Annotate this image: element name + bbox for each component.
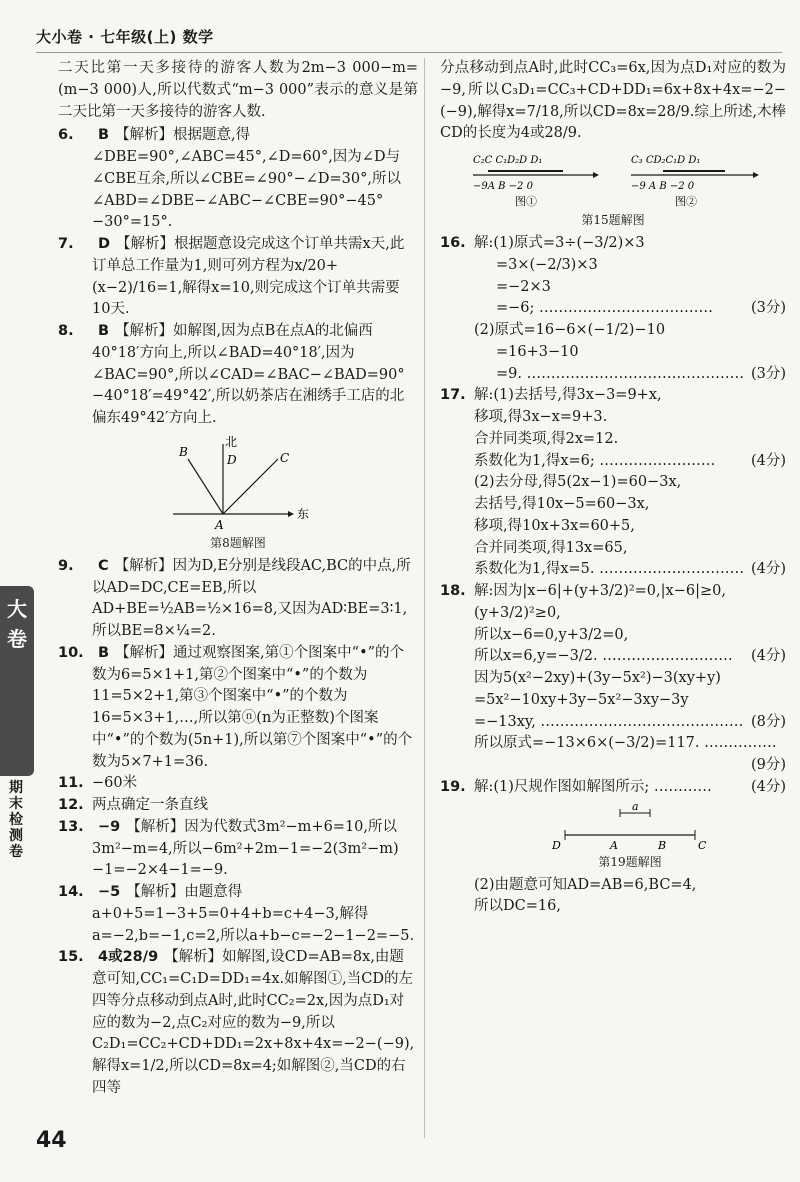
question-16 xyxy=(440,233,786,385)
q11-number: 11. xyxy=(58,775,84,792)
q17-line-7: 移项,得10x+3x=60+5, xyxy=(474,517,635,534)
q18-line-4: 因为5(x²−2xy)+(3y−5x²)−3(xy+y) xyxy=(474,670,721,686)
q8-answer: B xyxy=(98,323,110,339)
question-12 xyxy=(58,795,418,817)
q16-line-2: =3×(−2/3)×3 xyxy=(496,256,598,273)
figure-19-diagram xyxy=(550,803,710,853)
q17-score-2: (4分) xyxy=(750,561,786,578)
q17-score-1: (4分) xyxy=(750,452,786,469)
question-6 xyxy=(58,125,418,234)
q9-text: 【解析】因为D,E分别是线段AC,BC的中点,所以AD=DC,CE=EB,所以AD+BE=½AB=½×16=8,又因为AD∶BE=3∶1,所以BE=8×¼=2. xyxy=(92,557,411,639)
q8-number: 8. xyxy=(58,323,74,339)
question-18 xyxy=(440,581,786,777)
q6-text: 【解析】根据题意,得∠DBE=90°,∠ABC=45°,∠D=60°,因为∠D与∠CBE互余,所以∠CBE=∠90°−∠D=30°,所以∠ABD=∠DBE−∠ABC−∠CBE=90°−45°−30°=15°. xyxy=(92,127,401,231)
fig19-C: C xyxy=(698,838,707,852)
question-8 xyxy=(58,321,418,430)
q14-answer: −5 xyxy=(98,884,121,900)
fig19-A: A xyxy=(610,838,618,852)
question-7 xyxy=(58,234,418,321)
side-label: 期末检测卷 xyxy=(9,780,23,860)
question-13 xyxy=(58,817,418,882)
q15-number: 15. xyxy=(58,949,84,966)
fig15-sub2: 图② xyxy=(675,195,697,208)
q7-number: 7. xyxy=(58,236,74,252)
intro-paragraph: 二天比第一天多接待的游客人数为2m−3 000−m=(m−3 000)人,所以代数式“m−3 000”表示的意义是第二天比第一天多接待的游客人数. xyxy=(58,60,418,120)
q18-line-5: =5x²−10xy+3y−5x²−3xy−3y xyxy=(474,691,689,708)
q18-score-2: (8分) xyxy=(750,713,786,730)
question-15 xyxy=(58,947,418,1099)
fig15-labels1-top: C₂C C₁D₂D D₁ xyxy=(473,155,543,166)
header-rule xyxy=(36,52,782,53)
q10-text: 【解析】通过观察图案,第①个图案中“•”的个数为6=5×1+1,第②个图案中“•”的个数为11=5×2+1,第③个图案中“•”的个数为16=5×3+1,…,所以第ⓝ(n为正整数)个图案中“•”的个数为(5n+1),所以第⑦个图案中“•”的个数为5×7+1=36. xyxy=(92,644,413,770)
question-14 xyxy=(58,882,418,947)
q17-number: 17. xyxy=(440,387,466,404)
figure-15-diagram xyxy=(463,149,763,211)
q19-number: 19. xyxy=(440,778,466,795)
q18-score-3: (9分) xyxy=(750,757,786,773)
fig15-sub1: 图① xyxy=(515,195,537,208)
fig19-B: B xyxy=(658,838,667,852)
q10-number: 10. xyxy=(58,644,84,661)
question-10 xyxy=(58,643,418,774)
side-tab xyxy=(0,586,34,776)
fig15-labels1-bot: −9A B −2 0 xyxy=(473,181,533,192)
q19-score-1: (4分) xyxy=(750,778,786,795)
figure-8-caption: 第8题解图 xyxy=(210,535,266,550)
fig8-A: A xyxy=(215,517,224,532)
figure-19-caption: 第19题解图 xyxy=(598,854,662,869)
q17-line-1: 解:(1)去括号,得3x−3=9+x, xyxy=(474,387,662,404)
q16-score-2: (3分) xyxy=(750,365,786,382)
page-number: 44 xyxy=(36,1128,67,1153)
figure-15 xyxy=(440,149,786,229)
q6-answer: B xyxy=(98,127,110,144)
side-tab-char-2: 卷 xyxy=(7,627,27,651)
figure-15-caption: 第15题解图 xyxy=(581,213,645,227)
q17-line-2: 移项,得3x−x=9+3. xyxy=(474,409,608,425)
fig8-B: B xyxy=(179,444,188,459)
q16-line-1: 解:(1)原式=3÷(−3/2)×3 xyxy=(474,235,645,251)
q18-score-1: (4分) xyxy=(750,648,786,665)
q18-line-7: 所以原式=−13×6×(−3/2)=117. …………… xyxy=(474,735,777,752)
fig8-C: C xyxy=(280,450,290,465)
question-9 xyxy=(58,556,418,643)
q16-number: 16. xyxy=(440,235,466,251)
q18-line-1: 解:因为|x−6|+(y+3/2)²=0,|x−6|≥0,(y+3/2)²≥0, xyxy=(474,583,726,621)
q13-text: 【解析】因为代数式3m²−m+6=10,所以3m²−m=4,所以−6m²+2m−1=−2(3m²−m)−1=−2×4−1=−9. xyxy=(92,818,399,879)
q8-text: 【解析】如解图,因为点B在点A的北偏西40°18′方向上,所以∠BAD=40°18′,因为∠BAC=90°,所以∠CAD=∠BAC−∠BAD=90°−40°18′=49°42′,所以奶茶店在湘绣手工店的北偏东49°42′方向上. xyxy=(92,323,405,426)
question-17 xyxy=(440,385,786,581)
q14-number: 14. xyxy=(58,884,84,900)
figure-8 xyxy=(58,434,418,552)
fig8-D: D xyxy=(227,452,237,467)
q9-number: 9. xyxy=(58,557,74,574)
q9-answer: C xyxy=(98,557,109,574)
q16-line-5: (2)原式=16−6×(−1/2)−10 xyxy=(474,322,666,338)
q16-score-1: (3分) xyxy=(750,300,786,317)
fig8-east: 东 xyxy=(297,506,310,521)
q12-number: 12. xyxy=(58,797,84,813)
q18-line-3: 所以x=6,y=−3/2. ……………………… xyxy=(474,648,733,665)
q10-answer: B xyxy=(98,644,110,661)
q18-line-2: 所以x−6=0,y+3/2=0, xyxy=(474,626,629,643)
figure-8-diagram xyxy=(163,434,313,534)
q13-number: 13. xyxy=(58,818,84,835)
q19-line-3: 所以DC=16, xyxy=(474,898,561,915)
q19-line-1: 解:(1)尺规作图如解图所示; ………… xyxy=(474,778,712,795)
q17-line-8: 合并同类项,得13x=65, xyxy=(474,539,628,556)
q17-line-4: 系数化为1,得x=6; …………………… xyxy=(474,452,716,469)
q15-answer: 4或28/9 xyxy=(98,949,159,966)
q16-line-7: =9. ……………………………………… xyxy=(496,365,745,382)
q16-line-4: =−6; ……………………………… xyxy=(496,300,714,317)
column-divider xyxy=(424,58,425,1138)
question-19 xyxy=(440,777,786,918)
q16-line-3: =−2×3 xyxy=(496,278,551,295)
fig19-a: a xyxy=(632,802,639,813)
q19-line-2: (2)由题意可知AD=AB=6,BC=4, xyxy=(474,876,697,893)
q12-text: 两点确定一条直线 xyxy=(92,797,208,813)
q17-line-6: 去括号,得10x−5=60−3x, xyxy=(474,496,650,512)
fig15-labels2-bot: −9 A B −2 0 xyxy=(631,181,695,192)
q7-answer: D xyxy=(98,236,111,252)
question-11 xyxy=(58,773,418,795)
q6-number: 6. xyxy=(58,127,74,144)
page-header: 大小卷 · 七年级(上) 数学 xyxy=(36,28,214,46)
q15-continuation: 分点移动到点A时,此时CC₃=6x,因为点D₁对应的数为−9,所以C₃D₁=CC₃+CD+DD₁=6x+8x+4x=−2−(−9),解得x=7/18,所以CD=8x=28/9.综上所述,木棒CD的长度为4或28/9. xyxy=(440,60,786,142)
q14-text: 【解析】由题意得a+0+5=1−3+5=0+4+b=c+4−3,解得a=−2,b=−1,c=2,所以a+b−c=−2−1−2=−5. xyxy=(92,884,415,944)
q11-text: −60米 xyxy=(92,775,138,792)
q17-line-5: (2)去分母,得5(2x−1)=60−3x, xyxy=(474,474,682,491)
left-column xyxy=(58,58,418,1100)
figure-19 xyxy=(474,803,786,871)
fig8-north: 北 xyxy=(225,434,238,449)
side-tab-char-1: 大 xyxy=(7,597,27,621)
fig15-labels2-top: C₃ CD₂C₁D D₁ xyxy=(631,155,701,166)
q17-line-9: 系数化为1,得x=5. ………………………… xyxy=(474,561,745,578)
q13-answer: −9 xyxy=(98,818,121,835)
fig19-D: D xyxy=(552,838,561,852)
q7-text: 【解析】根据题意设完成这个订单共需x天,此订单总工作量为1,则可列方程为x/20+(x−2)/16=1,解得x=10,则完成这个订单共需要10天. xyxy=(92,236,405,318)
q16-line-6: =16+3−10 xyxy=(496,343,579,360)
right-column xyxy=(440,58,786,918)
q18-number: 18. xyxy=(440,583,466,599)
q18-line-6: =−13xy, …………………………………… xyxy=(474,713,744,730)
q17-line-3: 合并同类项,得2x=12. xyxy=(474,430,619,447)
q15-text: 【解析】如解图,设CD=AB=8x,由题意可知,CC₁=C₁D=DD₁=4x.如解图①,当CD的左四等分点移动到点A时,此时CC₂=2x,因为点D₁对应的数为−2,点C₂对应的数为−9,所以C₂D₁=CC₂+CD+DD₁=2x+8x+4x=−2−(−9),解得x=1/2,所以CD=8x=4;如解图②,当CD的右四等 xyxy=(92,949,415,1096)
